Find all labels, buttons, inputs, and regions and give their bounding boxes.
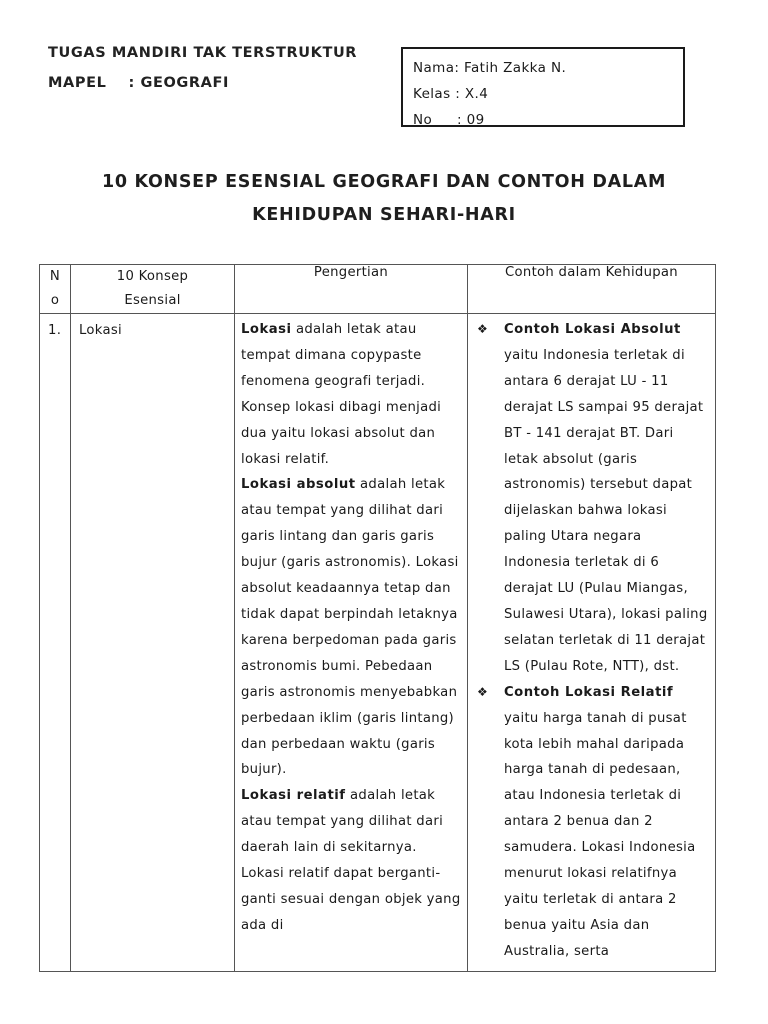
student-number-label: No <box>413 112 433 128</box>
header-no: N o <box>40 265 71 314</box>
table-row <box>40 314 716 972</box>
student-class-value: : X.4 <box>455 86 489 102</box>
header-konsep: 10 Konsep Esensial <box>71 265 235 314</box>
subject-value: : GEOGRAFI <box>128 75 230 91</box>
student-number-row <box>413 107 683 133</box>
subject-line <box>48 75 229 91</box>
student-name-row <box>413 55 683 81</box>
student-class-row <box>413 81 683 107</box>
example-absolut-text: yaitu Indonesia terletak di antara 6 derajat LU - 11 derajat LS sampai 95 derajat BT - 141 derajat BT. Dari letak absolut (garis astronomis) tersebut dapat dijelaskan bahwa lokasi paling Utara negara Indonesia terletak di 6 derajat LU (Pulau Miangas, Sulawesi Utara), lokasi paling selatan terletak di 11 derajat LS (Pulau Rote, NTT), dst. <box>504 347 708 674</box>
definition-lokasi-absolut: Lokasi absolut adalah letak atau tempat yang dilihat dari garis lintang dan garis garis bujur (garis astronomis). Lokasi absolut keadaannya tetap dan tidak dapat berpindah letaknya karena berpedoman pada garis astronomis bumi. Pebedaan garis astronomis menyebabkan perbedaan iklim (garis lintang) dan perbedaan waktu (garis bujur). <box>241 477 459 778</box>
definition-lokasi-relatif: Lokasi relatif adalah letak atau tempat yang dilihat dari daerah lain di sekitarnya. Lokasi relatif dapat berganti-ganti sesuai dengan objek yang ada di <box>241 788 461 933</box>
definition-lokasi: Lokasi adalah letak atau tempat dimana copypaste fenomena geografi terjadi. Konsep lokasi dibagi menjadi dua yaitu lokasi absolut dan lokasi relatif. <box>241 322 442 467</box>
diamond-bullet-icon: ❖ <box>477 322 489 336</box>
example-relatif-text: yaitu harga tanah di pusat kota lebih mahal daripada harga tanah di pedesaan, atau Indonesia terletak di antara 2 benua dan 2 samudera. Lokasi Indonesia menurut lokasi relatifnya yaitu terletak di antara 2 benua yaitu Asia dan Australia, serta <box>504 710 696 959</box>
student-name-label: Nama <box>413 60 455 76</box>
example-relatif-heading: ❖ Contoh Lokasi Relatif <box>477 680 711 706</box>
subject-label: MAPEL <box>48 75 107 91</box>
table-header-row <box>40 265 716 314</box>
document-title-line2: KEHIDUPAN SEHARI-HARI <box>252 205 516 225</box>
student-number-value: : 09 <box>457 112 485 128</box>
student-name-value: : Fatih Zakka N. <box>454 60 567 76</box>
row-concept: Lokasi <box>71 314 235 972</box>
diamond-bullet-icon: ❖ <box>477 684 489 699</box>
student-class-label: Kelas <box>413 86 451 102</box>
concept-table <box>39 264 716 972</box>
row-example <box>468 314 716 972</box>
document-title-line1: 10 KONSEP ESENSIAL GEOGRAFI DAN CONTOH DALAM <box>101 172 667 192</box>
header-pengertian: Pengertian <box>235 265 468 314</box>
header-contoh: Contoh dalam Kehidupan <box>468 265 716 314</box>
row-definition <box>235 314 468 972</box>
student-id-box <box>401 47 685 127</box>
example-absolut-heading: ❖ Contoh Lokasi Absolut <box>477 317 711 343</box>
row-number: 1. <box>40 314 71 972</box>
assignment-type: TUGAS MANDIRI TAK TERSTRUKTUR <box>48 45 358 61</box>
